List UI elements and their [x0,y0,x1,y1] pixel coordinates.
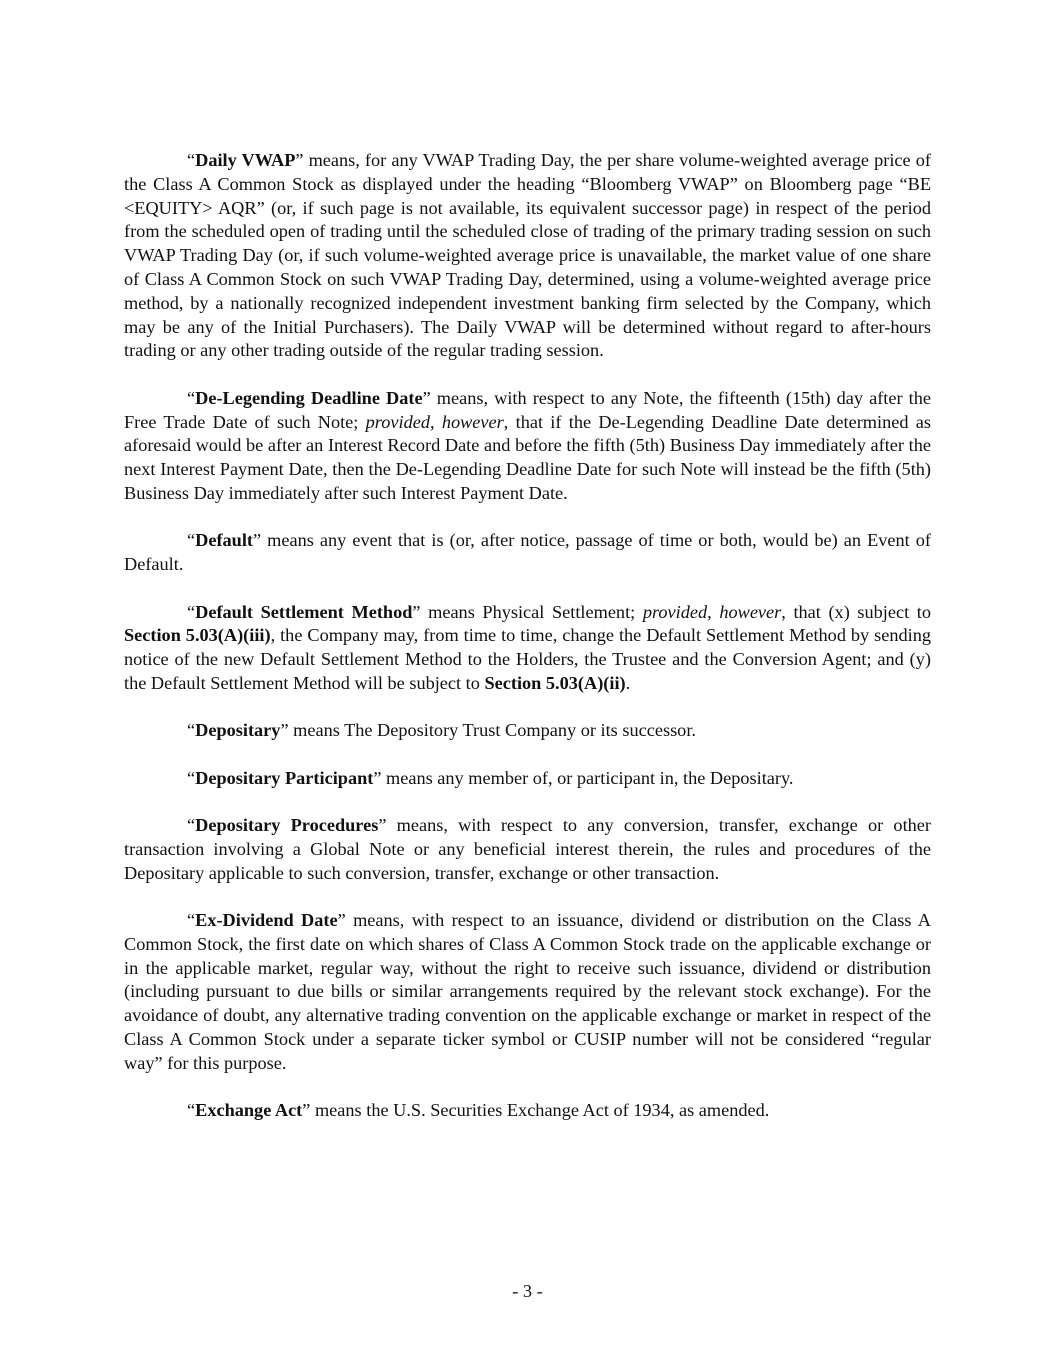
definition-text: ” means, with respect to an issuance, dividend or distribution on the Class A Common Stock, the first date on which shares of Class A Common Stock trade on the applicable exchange or in the applicable market, regular way, without the right to receive such issuance, dividend or distribution (including pursuant to due bills or similar arrangements required by the relevant stock exchange). For the avoidance of doubt, any alternative trading convention on the applicable exchange or market in respect of the Class A Common Stock under a separate ticker symbol or CUSIP number will not be considered “regular way” for this purpose. [124,910,931,1073]
definition-text: ” means, with respect to any conversion, transfer, exchange or other transaction involving a Global Note or any beneficial interest therein, the rules and procedures of the Depositary applicable to such conversion, transfer, exchange or other transaction. [124,815,931,883]
section-reference: Section 5.03(A)(iii) [124,625,271,646]
definition-text: “ [187,387,196,408]
definition-text: “ [187,720,196,741]
section-reference: Section 5.03(A)(ii) [484,672,626,693]
definition-text: ” means, with respect to any Note, the fifteenth (15th) day after the Free Trade Date of such Note; [124,387,931,432]
definition-text: ” means the U.S. Securities Exchange Act of 1934, as amended. [302,1100,770,1121]
definition-depositary [124,719,931,743]
definition-text: “ [187,910,196,931]
defined-term: Depositary Participant [195,767,374,788]
definition-text: ” means any member of, or participant in, the Depositary. [373,767,794,788]
definition-text: “ [187,150,196,170]
definition-depositary-procedures [124,814,931,885]
definitions-list [124,149,931,1123]
definition-text: , [429,411,442,432]
emphasis-text: however [719,601,782,622]
definition-de-legending-deadline-date [124,387,931,506]
defined-term: Default Settlement Method [195,601,413,622]
definition-text: ” means The Depository Trust Company or its successor. [280,720,696,741]
definition-text: “ [187,530,196,551]
emphasis-text: provided [365,411,430,432]
definition-exchange-act [124,1099,931,1123]
document-page [124,149,931,1147]
defined-term: Ex-Dividend Date [195,910,338,931]
emphasis-text: however [441,411,504,432]
definition-text: “ [187,815,196,836]
definition-ex-dividend-date [124,909,931,1076]
definition-text: ” means, for any VWAP Trading Day, the per share volume-weighted average price of the Class A Common Stock as displayed under the heading “Bloomberg VWAP” on Bloomberg page “BE <EQUITY> AQR” (or, if such page is not available, its equivalent successor page) in respect of the period from the scheduled open of trading until the scheduled close of trading of the primary trading session on such VWAP Trading Day (or, if such volume-weighted average price is unavailable, the market value of one share of Class A Common Stock on such VWAP Trading Day, determined, using a volume-weighted average price method, by a nationally recognized independent investment banking firm selected by the Company, which may be any of the Initial Purchasers). The Daily VWAP will be determined without regard to after-hours trading or any other trading outside of the regular trading session. [124,150,931,361]
defined-term: Exchange Act [195,1100,303,1121]
definition-text: . [625,672,631,693]
definition-text: , that (x) subject to [781,601,931,622]
definition-default-settlement-method [124,601,931,696]
defined-term: Depositary [195,720,281,741]
definition-text: , that if the De-Legending Deadline Date determined as aforesaid would be after an Interest Record Date and before the fifth (5th) Business Day immediately after the next Interest Payment Date, then the De-Legending Deadline Date for such Note will instead be the fifth (5th) Business Day immediately after such Interest Payment Date. [124,411,931,503]
definition-text: , the Company may, from time to time, change the Default Settlement Method by sending notice of the new Default Settlement Method to the Holders, the Trustee and the Conversion Agent; and (y) the Default Settlement Method will be subject to [124,625,931,693]
definition-default [124,529,931,577]
definition-text: , [707,601,720,622]
definition-text: “ [187,601,196,622]
definition-text: “ [187,767,196,788]
definition-text: “ [187,1100,196,1121]
defined-term: Default [195,530,254,551]
definition-text: ” means any event that is (or, after notice, passage of time or both, would be) an Event of Default. [124,530,931,575]
page-number: - 3 - [512,1281,543,1301]
emphasis-text: provided [642,601,708,622]
defined-term: De-Legending Deadline Date [195,387,423,408]
definition-text: ” means Physical Settlement; [412,601,643,622]
definition-depositary-participant [124,767,931,791]
defined-term: Daily VWAP [195,150,296,170]
definition-daily-vwap [124,149,931,363]
defined-term: Depositary Procedures [195,815,379,836]
